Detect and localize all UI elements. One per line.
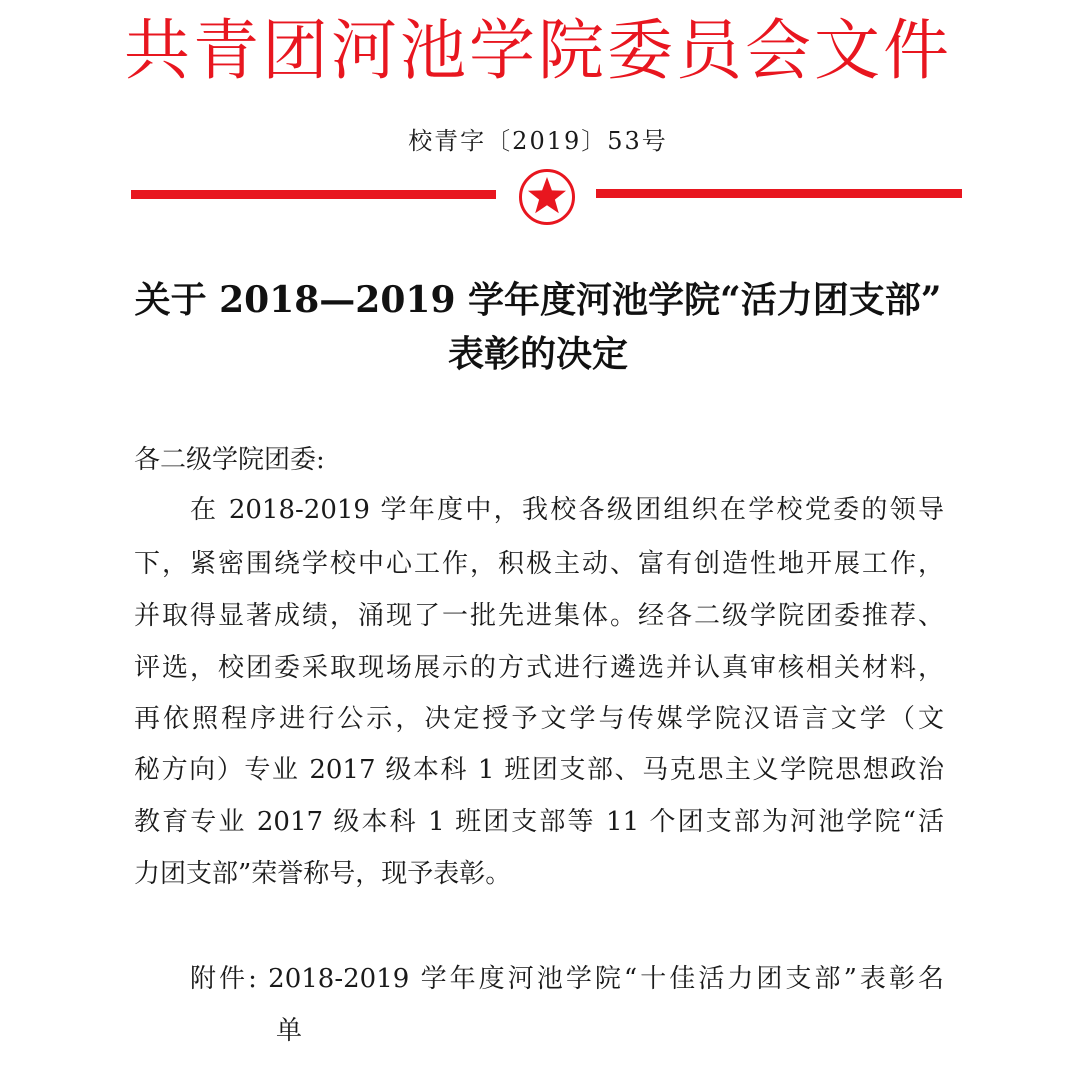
body-line: 在 2018-2019 学年度中，我校各级团组织在学校党委的领导 [190,495,944,525]
red-star-icon [518,168,576,226]
body-line: 秘方向）专业 2017 级本科 1 班团支部、马克思主义学院思想政治 [134,755,944,785]
body-line: 下，紧密围绕学校中心工作，积极主动、富有创造性地开展工作， [134,549,944,579]
attachment-line-2: 单 [276,1016,303,1046]
body-line: 并取得显著成绩，涌现了一批先进集体。经各二级学院团委推荐、 [134,601,944,631]
body-line: 力团支部”荣誉称号，现予表彰。 [134,859,512,889]
masthead-title: 共青团河池学院委员会文件 [124,12,952,89]
body-line: 教育专业 2017 级本科 1 班团支部等 11 个团支部为河池学院“活 [134,807,944,837]
document-number: 校青字〔2019〕53号 [408,127,668,155]
body-line: 评选，校团委采取现场展示的方式进行遴选并认真审核相关材料， [134,653,944,683]
body-line: 再依照程序进行公示，决定授予文学与传媒学院汉语言文学（文 [134,704,944,734]
document-title-line-1: 关于 2018—2019 学年度河池学院“活力团支部” [134,279,942,321]
attachment-line-1: 附件: 2018-2019 学年度河池学院“十佳活力团支部”表彰名 [190,964,944,994]
red-divider-left [131,190,496,199]
document-title-line-2: 表彰的决定 [447,333,628,375]
red-divider-right [596,189,962,198]
salutation: 各二级学院团委: [134,445,325,475]
